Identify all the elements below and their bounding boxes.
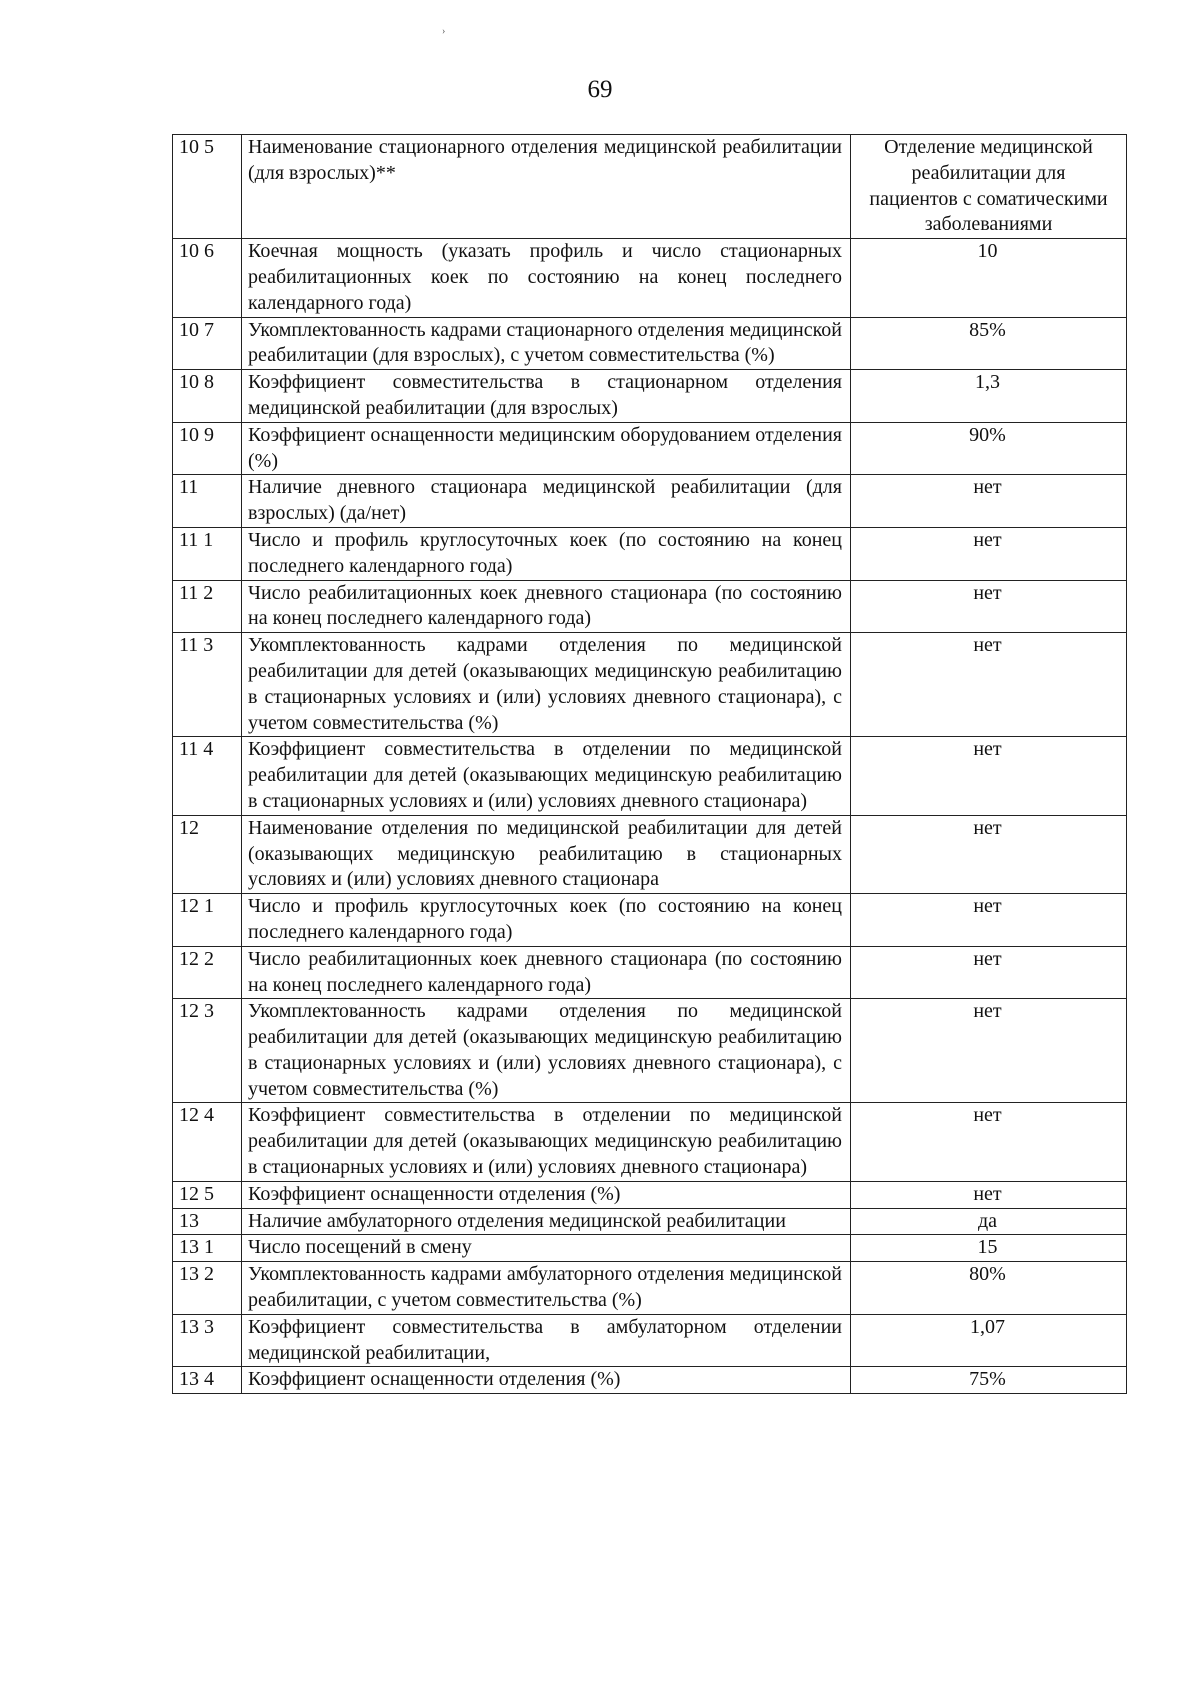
row-value: нет [851,999,1127,1103]
row-number: 10 7 [173,317,242,370]
row-indicator: Укомплектованность кадрами отделения по медицинской реабилитации для детей (оказывающих медицинскую реабилитацию в стационарных условиях и (или) условиях дневного стационара), с учетом совместительства (%) [242,999,851,1103]
row-indicator: Число посещений в смену [242,1235,851,1262]
row-value: 15 [851,1235,1127,1262]
row-number: 12 3 [173,999,242,1103]
row-value: 1,3 [851,370,1127,423]
row-indicator: Наименование отделения по медицинской реабилитации для детей (оказывающих медицинскую реабилитацию в стационарных условиях и (или) условиях дневного стационара [242,815,851,893]
row-indicator: Коэффициент совместительства в амбулаторном отделении медицинской реабилитации, [242,1314,851,1367]
row-number: 12 4 [173,1103,242,1181]
row-indicator: Коэффициент оснащенности отделения (%) [242,1367,851,1394]
row-indicator: Число реабилитационных коек дневного стационара (по состоянию на конец последнего календарного года) [242,580,851,633]
table-row [173,1367,1127,1394]
row-indicator: Укомплектованность кадрами стационарного отделения медицинской реабилитации (для взрослых), с учетом совместительства (%) [242,317,851,370]
table-row [173,1235,1127,1262]
row-number: 10 5 [173,135,242,239]
row-number: 10 8 [173,370,242,423]
row-indicator: Число и профиль круглосуточных коек (по состоянию на конец последнего календарного года) [242,894,851,947]
row-value: нет [851,815,1127,893]
row-indicator: Наличие дневного стационара медицинской реабилитации (для взрослых) (да/нет) [242,475,851,528]
table-row [173,1208,1127,1235]
table-row [173,1262,1127,1315]
table-row [173,1103,1127,1181]
row-value: Отделение медицинской реабилитации для пациентов с соматическими заболеваниями [851,135,1127,239]
row-value: 10 [851,239,1127,317]
row-number: 11 [173,475,242,528]
row-indicator: Коэффициент совместительства в отделении по медицинской реабилитации для детей (оказывающих медицинскую реабилитацию в стационарных условиях и (или) условиях дневного стационара) [242,737,851,815]
table-row [173,527,1127,580]
row-indicator: Укомплектованность кадрами амбулаторного отделения медицинской реабилитации, с учетом совместительства (%) [242,1262,851,1315]
table-row [173,580,1127,633]
page-number: 69 [587,76,613,103]
scan-mark: › [442,26,446,37]
row-value: 90% [851,422,1127,475]
row-number: 12 5 [173,1181,242,1208]
table-row [173,1314,1127,1367]
table-row [173,370,1127,423]
row-indicator: Укомплектованность кадрами отделения по медицинской реабилитации для детей (оказывающих медицинскую реабилитацию в стационарных условиях и (или) условиях дневного стационара), с учетом совместительства (%) [242,633,851,737]
table-row [173,815,1127,893]
row-number: 12 2 [173,946,242,999]
table-row [173,999,1127,1103]
row-number: 11 3 [173,633,242,737]
row-value: нет [851,1181,1127,1208]
row-number: 11 2 [173,580,242,633]
row-indicator: Коэффициент оснащенности отделения (%) [242,1181,851,1208]
row-number: 11 4 [173,737,242,815]
row-value: нет [851,737,1127,815]
row-indicator: Наличие амбулаторного отделения медицинской реабилитации [242,1208,851,1235]
row-number: 12 1 [173,894,242,947]
table-row [173,633,1127,737]
row-value: нет [851,1103,1127,1181]
row-number: 13 4 [173,1367,242,1394]
row-indicator: Коэффициент совместительства в стационарном отделения медицинской реабилитации (для взрослых) [242,370,851,423]
table-row [173,1181,1127,1208]
row-value: да [851,1208,1127,1235]
indicators-table [172,134,1127,1394]
row-number: 13 3 [173,1314,242,1367]
row-indicator: Коэффициент совместительства в отделении по медицинской реабилитации для детей (оказывающих медицинскую реабилитацию в стационарных условиях и (или) условиях дневного стационара) [242,1103,851,1181]
row-indicator: Число реабилитационных коек дневного стационара (по состоянию на конец последнего календарного года) [242,946,851,999]
table-row [173,737,1127,815]
row-value: 85% [851,317,1127,370]
row-number: 10 9 [173,422,242,475]
table-row [173,317,1127,370]
row-number: 10 6 [173,239,242,317]
row-value: нет [851,946,1127,999]
row-indicator: Коэффициент оснащенности медицинским оборудованием отделения (%) [242,422,851,475]
row-indicator: Число и профиль круглосуточных коек (по состоянию на конец последнего календарного года) [242,527,851,580]
table-row [173,135,1127,239]
row-value: 75% [851,1367,1127,1394]
row-number: 13 1 [173,1235,242,1262]
row-indicator: Коечная мощность (указать профиль и число стационарных реабилитационных коек по состоянию на конец последнего календарного года) [242,239,851,317]
row-number: 13 [173,1208,242,1235]
row-value: нет [851,527,1127,580]
row-indicator: Наименование стационарного отделения медицинской реабилитации (для взрослых)** [242,135,851,239]
row-value: 80% [851,1262,1127,1315]
row-number: 12 [173,815,242,893]
table-row [173,422,1127,475]
row-number: 11 1 [173,527,242,580]
row-value: нет [851,894,1127,947]
row-value: нет [851,475,1127,528]
table-row [173,239,1127,317]
table-row [173,894,1127,947]
row-number: 13 2 [173,1262,242,1315]
table-row [173,475,1127,528]
table-row [173,946,1127,999]
table-body [173,135,1127,1394]
row-value: нет [851,580,1127,633]
row-value: 1,07 [851,1314,1127,1367]
row-value: нет [851,633,1127,737]
